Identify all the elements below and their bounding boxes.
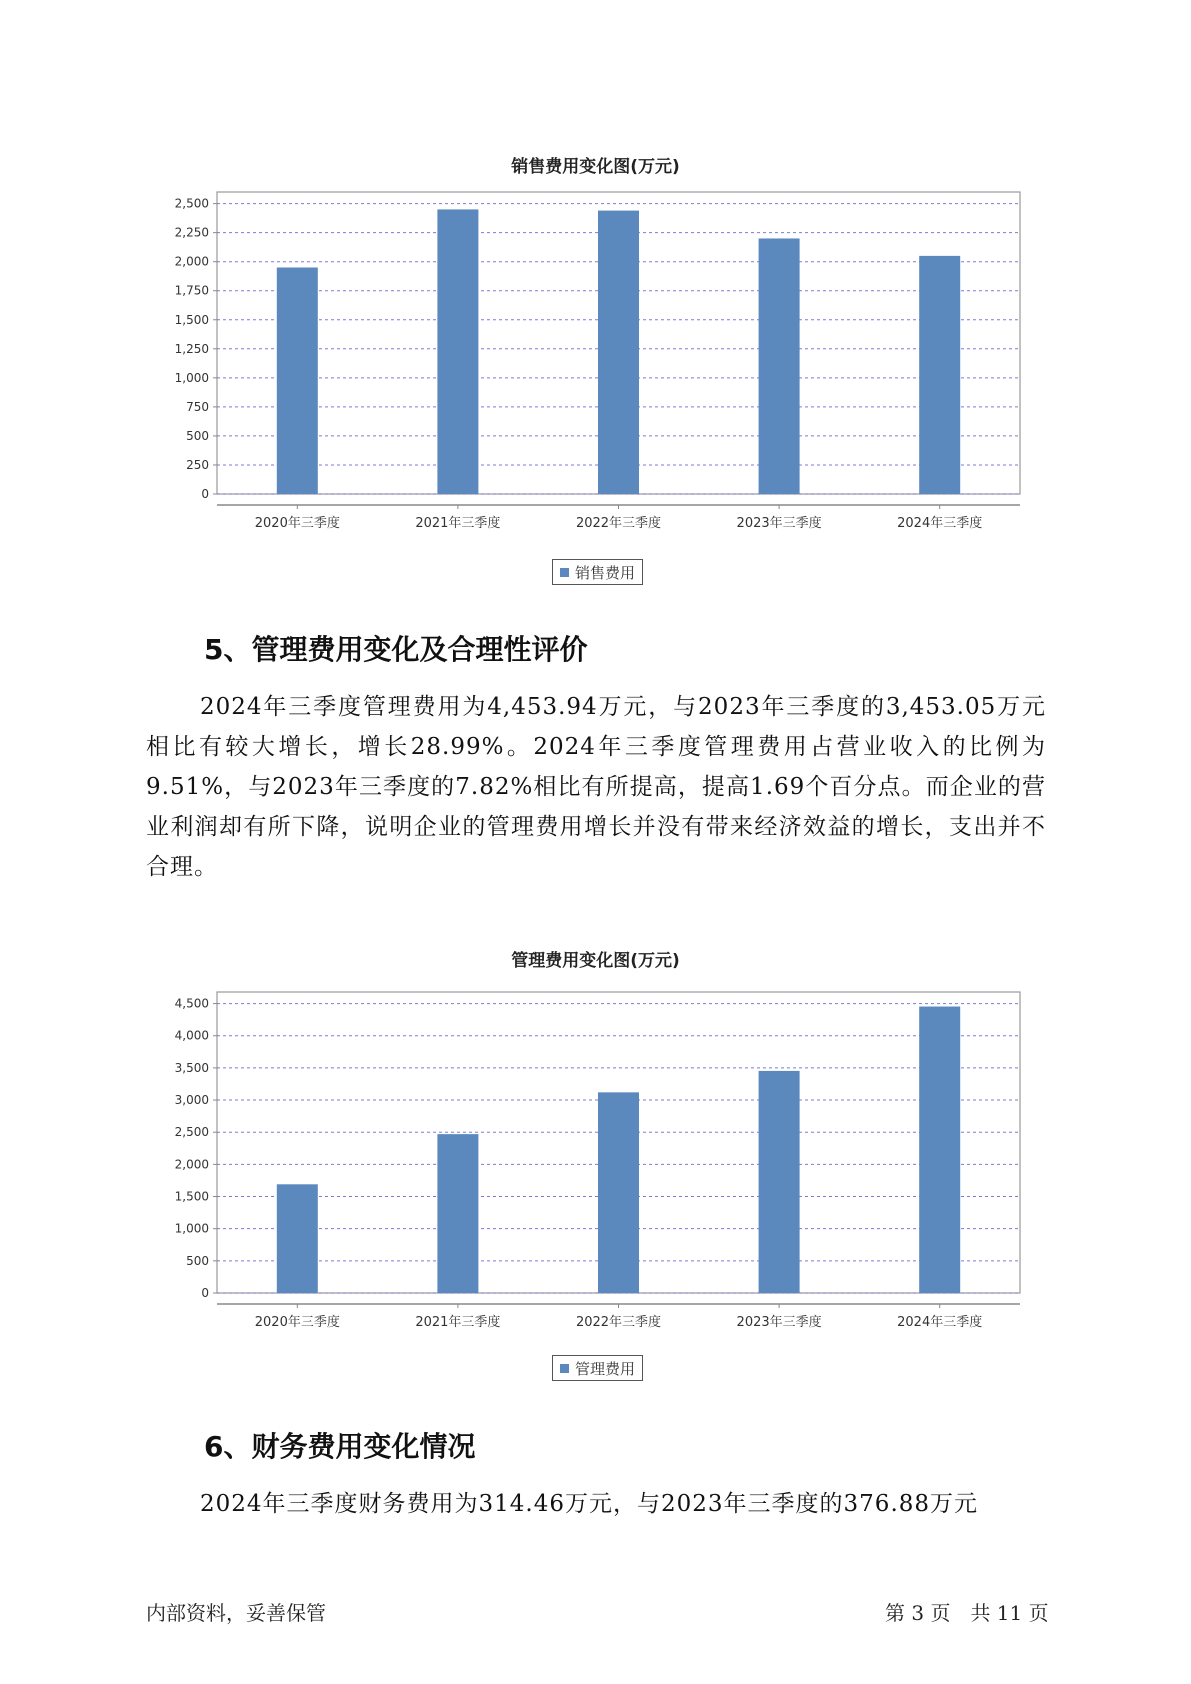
bar xyxy=(277,268,318,495)
bar xyxy=(759,1071,800,1293)
y-tick-label: 2,500 xyxy=(174,1125,209,1140)
x-tick-label: 2021年三季度 xyxy=(415,1315,501,1330)
x-tick-label: 2022年三季度 xyxy=(575,1315,662,1330)
legend-swatch xyxy=(560,1364,569,1373)
y-tick-label: 0 xyxy=(201,1286,209,1300)
bar xyxy=(598,211,639,494)
y-tick-label: 500 xyxy=(186,428,209,443)
bar xyxy=(437,209,478,494)
chart1-title: 销售费用变化图(万元) xyxy=(511,157,680,177)
chart1-legend xyxy=(552,559,643,585)
footer-page-number: 第 3 页 共 11 页 xyxy=(885,1601,1049,1625)
bar xyxy=(919,256,960,494)
chart2-legend-label: 管理费用 xyxy=(575,1359,636,1378)
bar xyxy=(919,1007,960,1293)
x-tick-label: 2022年三季度 xyxy=(575,516,662,531)
x-tick-label: 2021年三季度 xyxy=(415,516,501,531)
x-tick-label: 2023年三季度 xyxy=(736,1315,822,1330)
x-tick-label: 2024年三季度 xyxy=(897,1315,983,1330)
y-tick-label: 0 xyxy=(201,487,209,501)
y-tick-label: 1,250 xyxy=(174,341,209,356)
x-tick-label: 2024年三季度 xyxy=(897,516,983,531)
bar xyxy=(277,1184,318,1293)
x-tick-label: 2020年三季度 xyxy=(254,516,340,531)
footer-left: 内部资料，妥善保管 xyxy=(146,1601,326,1625)
y-tick-label: 1,000 xyxy=(174,1221,209,1236)
x-tick-label: 2020年三季度 xyxy=(254,1315,340,1330)
y-tick-label: 250 xyxy=(186,457,209,472)
management-expense-chart xyxy=(0,980,1191,1330)
section5-paragraph: 2024年三季度管理费用为4,453.94万元，与2023年三季度的3,453.05万元相比有较大增长，增长28.99%。2024年三季度管理费用占营业收入的比例为9.51%，与2023年三季度的7.82%相比有所提高，提高1.69个百分点。而企业的营业利润却有所下降，说明企业的管理费用增长并没有带来经济效益的增长，支出并不合理。 xyxy=(146,694,1046,880)
y-tick-label: 1,500 xyxy=(174,1189,209,1204)
chart2-legend xyxy=(552,1355,643,1381)
x-tick-label: 2023年三季度 xyxy=(736,516,822,531)
y-tick-label: 2,000 xyxy=(174,254,209,269)
y-tick-label: 3,000 xyxy=(174,1093,209,1108)
y-tick-label: 2,250 xyxy=(174,225,209,240)
chart1-legend-label: 销售费用 xyxy=(575,563,636,582)
y-tick-label: 750 xyxy=(186,399,209,414)
y-tick-label: 1,000 xyxy=(174,370,209,385)
y-tick-label: 500 xyxy=(186,1253,209,1268)
section6-paragraph: 2024年三季度财务费用为314.46万元，与2023年三季度的376.88万元 xyxy=(200,1491,979,1517)
chart2-title: 管理费用变化图(万元) xyxy=(511,951,680,971)
y-tick-label: 4,000 xyxy=(174,1028,209,1043)
bar xyxy=(598,1092,639,1293)
y-tick-label: 2,000 xyxy=(174,1157,209,1172)
section5-heading: 5、管理费用变化及合理性评价 xyxy=(204,633,588,666)
y-tick-label: 1,500 xyxy=(174,312,209,327)
bar xyxy=(759,238,800,494)
y-tick-label: 4,500 xyxy=(174,996,209,1011)
y-tick-label: 2,500 xyxy=(174,196,209,211)
sales-expense-chart xyxy=(0,185,1191,531)
y-tick-label: 3,500 xyxy=(174,1060,209,1075)
bar xyxy=(437,1134,478,1293)
section6-heading: 6、财务费用变化情况 xyxy=(204,1430,476,1463)
y-tick-label: 1,750 xyxy=(174,283,209,298)
legend-swatch xyxy=(560,568,569,577)
